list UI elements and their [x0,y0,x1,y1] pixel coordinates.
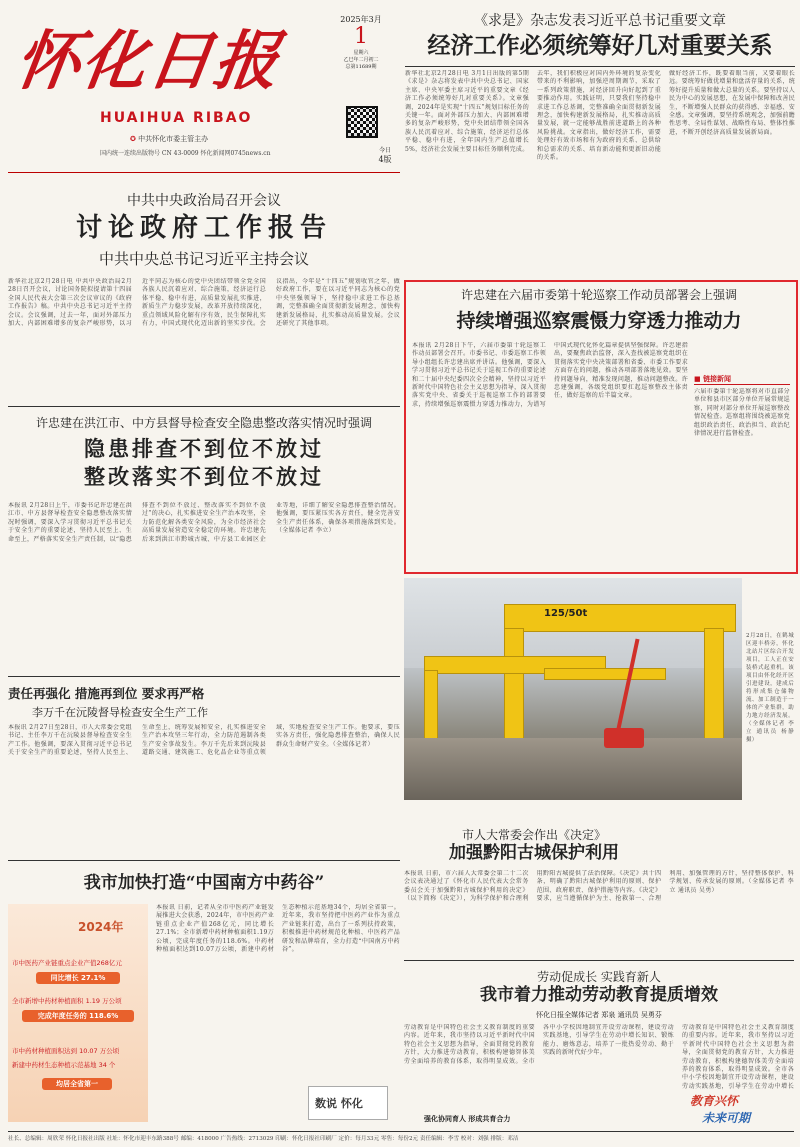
crane-second-leg [424,670,438,742]
infographic-line-3: 市中药材种植面积达到 10.07 万公顷 [12,1047,120,1055]
education-logo-line-1: 教育兴怀 [690,1094,739,1108]
qr-code [346,106,378,138]
hazard-body: 本报讯 2月28日上午，市委书记许忠建在洪江市、中方县督导检查安全隐患整改落实情况时强调，要深入学习贯彻习近平总书记关于安全生产的重要论述，坚持人民至上、生命至上，严格落实安全生产责任制，以“隐患排查不到位不放过、整改落实不到位不放过”的决心，扎实推进安全生产治本攻坚，全力防范化解各类安全风险，为全市经济社会高质量发展营造安全稳定的环境。许忠建先后来到洪江市黔城古城、中方县工业园区企业等地，详细了解安全隐患排查整治情况。他强调，要压紧压实各方责任，健全完善安全生产责任体系，确保各项措施落到实处。（全媒体记者 李立） [8,502,400,543]
footer-rule [8,1131,794,1132]
data-stamp-text: 数说 怀化 [315,1097,363,1110]
crane-third-beam [544,668,666,680]
hazard-headline-2: 整改落实不到位不放过 [84,464,324,489]
herb-story [8,864,400,1124]
footer-text: 社长、总编辑：周欣荣 怀化日报社出版 社址：怀化市迎丰东路388号 邮编：418000 广告热线：2713029 印刷：怀化日报社印刷厂 定价：每月33元 零售：每份2元 责任编辑：李雪 校对：刘强 排版：邓洁 [8,1136,519,1142]
safety-story [8,680,400,855]
politburo-kicker: 中共中央政治局召开会议 [127,193,281,209]
labor-byline: 怀化日报全媒体记者 郑泉 通讯员 吴勇芬 [536,1011,662,1019]
edition-label: 今日 [378,147,391,154]
infographic-pill-3: 均居全省第一 [42,1078,112,1090]
masthead-rule [8,172,400,173]
labor-sub-heading: 强化协同育人 形成共育合力 [424,1114,511,1123]
politburo-headline: 讨论政府工作报告 [75,213,332,243]
lead-headline: 经济工作必须统筹好几对重要关系 [427,32,773,59]
ground [404,738,742,800]
rule-hazard [8,676,400,677]
politburo-subhead: 中共中央总书记习近平主持会议 [98,250,309,268]
politburo-body: 新华社北京2月28日电 中共中央政治局2月28日召开会议，讨论国务院拟提请第十四届全国人民代表大会第三次会议审议的《政府工作报告》稿。中共中央总书记习近平主持会议。会议强调，过去一年，面对外部压力加大、内部困难增多的复杂严峻形势，以习近平同志为核心的党中央团结带领全党全国各族人民沉着应对、综合施策，经济运行总体平稳、稳中有进，高质量发展扎实推进，新质生产力稳步发展，改革开放持续深化，重点领域风险化解有序有效，民生保障扎实有力，中国式现代化迈出新的坚实步伐。会议指出，今年是“十四五”规划收官之年，做好政府工作，要在以习近平同志为核心的党中央坚强领导下，坚持稳中求进工作总基调，完整准确全面贯彻新发展理念，加快构建新发展格局，扎实推动高质量发展。会议还研究了其他事项。 [8,278,400,328]
issue-number: 总第11689期 [345,64,377,70]
lead-story [405,8,795,273]
masthead-title: 怀化日报 [10,24,286,99]
ancient-headline: 加强黔阳古城保护利用 [449,843,619,863]
inspection-sidebar [694,374,790,564]
date-block [336,14,386,70]
infographic-line-2: 全市新增中药材种植面积 1.19 万公顷 [12,997,122,1005]
masthead [10,10,400,164]
infographic-line-1: 市中医药产业链重点企业产值268亿元 [12,959,122,967]
edition-info [365,145,405,165]
inspection-body: 本报讯 2月28日下午，六届市委第十轮巡察工作动员部署会召开。市委书记、市委巡察工作领导小组组长许忠建出席并讲话。他强调，要深入学习贯彻习近平总书记关于巡视工作的重要论述和二十届中央纪委四次全会精神，坚持以习近平新时代中国特色社会主义思想为指导，深入贯彻落实党中央、省委关于巡视巡察工作的部署要求，持续增强巡察震慑力穿透力推动力，为谱写中国式现代化怀化篇章提供坚强保障。许忠建指出，要聚焦政治监督，深入查找被巡察党组织在贯彻落实党中央决策部署和省委、市委工作要求方面存在的问题，推动各项部署落地见效。要坚持问题导向，精准发现问题，推动问题整改。许忠建强调，各级党组织要扛起巡察整改主体责任，做好巡察的后半篇文章。 [412,342,688,408]
construction-photo [404,578,742,800]
ancient-kicker: 市人大常委会作出《决定》 [461,828,606,842]
hazard-kicker: 许忠建在洪江市、中方县督导检查安全隐患整改落实情况时强调 [35,416,372,430]
masthead-pinyin: HUAIHUA RIBAO [100,110,253,126]
weekday: 星期六 [353,50,369,56]
lead-kicker: 《求是》杂志发表习近平总书记重要文章 [474,13,726,29]
link-news-text: 六届市委第十轮巡察将对市直部分单位和县市区部分单位开展常规巡察，同时对部分单位开展巡察整改情况检查。巡察组将围绕被巡察党组织政治责任、政治担当、政治纪律情况进行监督检查。 [694,388,790,438]
labor-kicker: 劳动促成长 实践育新人 [537,970,661,984]
lead-body-col1: 新华社北京2月28日电 3月1日出版的第5期《求是》杂志将发表中共中央总书记、国家主席、中央军委主席习近平的重要文章《经济工作必须统筹好几对重要关系》。文章强调，2024年是实现“十四五”规划目标任务的关键一年。面对外部压力加大、内部困难增多的复杂严峻形势，党中央团结带领全国各族人民沉着应对、综合施策，经济运行总体平稳、稳中有进，全年国内生产总值增长5%，经济社会发展主要目标任务顺利完成。 [405,70,529,153]
date-day: 1 [354,24,368,49]
education-logo [690,1092,790,1126]
safety-headline: 责任再强化 措施再到位 要求再严格 [8,686,205,701]
inspection-box [404,280,798,574]
rule-safety [8,860,400,861]
rule-politburo [8,406,400,407]
sponsor: 中共怀化市委主管主办 [138,135,209,143]
sponsor-line [130,134,208,144]
infographic-pill-1: 同比增长 27.1% [36,972,120,984]
infographic-year: 2024年 [78,920,124,934]
politburo-story [8,176,400,396]
lift-machine [604,728,644,748]
crane-sign: 125/50t [544,608,588,619]
lunar-date: 乙巳年二月初二 [343,57,379,63]
hazard-story [8,410,400,670]
party-emblem-icon: ✪ [130,135,139,143]
rule-ancient [404,960,794,961]
hazard-headline-1: 隐患排查不到位不放过 [84,436,324,461]
safety-subhead: 李万千在沅陵督导检查安全生产工作 [32,706,208,719]
info-line: 国内统一连续出版物号 CN 43-0009 怀化新闻网0745news.cn [100,150,271,157]
labor-body-right: 劳动教育是中国特色社会主义教育制度的重要内容。近年来，我市坚持以习近平新时代中国特色社会主义思想为指导，全面贯彻党的教育方针，大力推进劳动教育，积极构建德智体美劳全面培养的教育体系，取得明显成效。全市各中小学校因地制宜开设劳动课程，建设劳动实践基地，引导学生在劳动中增长 [682,1024,794,1090]
lead-body-col3: 做好经济工作，既要着眼当前，又要着眼长远。要统筹好做优增量和盘活存量的关系，统筹好提升质量和做大总量的关系。要坚持以人民为中心的发展思想，在发展中保障和改善民生，不断增强人民群众的获得感、幸福感、安全感。文章强调，要坚持系统观念，加强前瞻性思考、全局性谋划、战略性布局、整体性推进，不断开创经济高质量发展新局面。 [669,70,795,136]
lead-body-col2: 去年，我们积极应对国内外环境的复杂变化带来的不利影响，加强逆周期调节，采取了一系列政策措施，对经济回升向好起到了重要推动作用。实践证明，只要我们坚持稳中求进工作总基调，完整准确全面贯彻新发展理念，加快构建新发展格局，扎实推动高质量发展，就一定能够战胜前进道路上的各种风险挑战。文章指出，做好经济工作，需要处理好有效市场和有为政府的关系、总供给和总需求的关系、培育新动能和更新旧动能的关系。 [537,70,661,162]
infographic-pill-2: 完成年度任务的 118.6% [22,1010,134,1022]
lead-rule [405,66,795,67]
crane-leg-left [504,628,524,750]
ancient-body: 本报讯 日前，市六届人大常委会第二十二次会议表决通过了《怀化市人民代表大会常务委员会关于加强黔阳古城保护利用的决定》（以下简称《决定》），为科学保护和合理利用黔阳古城提供了法治保障。《决定》共十四条，明确了黔阳古城保护利用的原则、保护范围、政府职责、保护措施等内容。《决定》要求，应当遵循保护为主、抢救第一、合理利用、加强管理的方针，坚持整体保护、科学规划、传承发展的原则。（全媒体记者 李立 通讯员 吴勇） [404,870,794,903]
herb-headline: 我市加快打造“中国南方中药谷” [83,873,325,893]
inspection-headline: 持续增强巡察震慑力穿透力推动力 [456,310,742,332]
infographic-line-4: 新建中药材生态种植示范基地 34 个 [12,1061,116,1069]
labor-story [404,964,794,1128]
data-stamp [308,1086,388,1120]
edition-count: 4版 [378,155,392,164]
education-logo-line-2: 未来可期 [702,1111,751,1125]
link-news-label: 链接新闻 [703,374,732,383]
herb-body: 本报讯 日前，记者从全市中医药产业链发展推进大会获悉，2024年，市中医药产业链重点企业产值268亿元，同比增长27.1%；全市新增中药材种植面积1.19万公顷，完成年度任务的118.6%。中药材种植面积达到10.07万公顷，新建中药材生态种植示范基地34个，均居全省第一。近年来，我市坚持把中医药产业作为重点产业链来打造，出台了一系列扶持政策，积极推进中药材规范化种植、中医药产品研发和品牌培育，全力打造“中国南方中药谷”。 [156,904,400,954]
labor-headline: 我市着力推动劳动教育提质增效 [480,985,718,1005]
crane-leg-right [704,628,724,750]
herb-infographic [8,904,148,1122]
photo-caption: 2月28日，在鹤城区迎丰桥旁，怀化北站片区综合开发项目，工人正在安装桥式起重机。该项目由怀化经开区引进建设，建成后将形成集仓储物流、加工制造于一体的产业集群，助力地方经济发展。（全媒体记者 李立 通讯员 杨静 摄） [746,633,794,743]
inspection-kicker: 许忠建在六届市委第十轮巡察工作动员部署会上强调 [460,288,737,302]
crane-top-beam [504,604,736,632]
ancient-story [404,808,794,958]
safety-body: 本报讯 2月27日至28日，市人大常委会党组书记、主任李万千在沅陵县督导检查安全生产工作。他强调，要深入贯彻习近平总书记关于安全生产的重要论述，坚持人民至上、生命至上，统筹发展和安全，扎实推进安全生产治本攻坚三年行动，全力防范遏制各类生产安全事故发生。李万千先后来到沅陵县道路交通、建筑施工、危化品企业等重点领域，实地检查安全生产工作。他要求，要压实各方责任，强化隐患排查整治，确保人民群众生命财产安全。（全媒体记者） [8,724,400,757]
labor-body: 劳动教育是中国特色社会主义教育制度的重要内容。近年来，我市坚持以习近平新时代中国特色社会主义思想为指导，全面贯彻党的教育方针，大力推进劳动教育，积极构建德智体美劳全面培养的教育体系，取得明显成效。全市各中小学校因地制宜开设劳动课程，建设劳动实践基地，引导学生在劳动中增长知识、锻炼能力、磨炼意志，培养了一批热爱劳动、勤于实践的新时代好少年。 [404,1024,674,1065]
date-year-month: 2025年3月 [340,15,382,24]
link-news-title: ■ 链接新闻 [694,374,790,385]
